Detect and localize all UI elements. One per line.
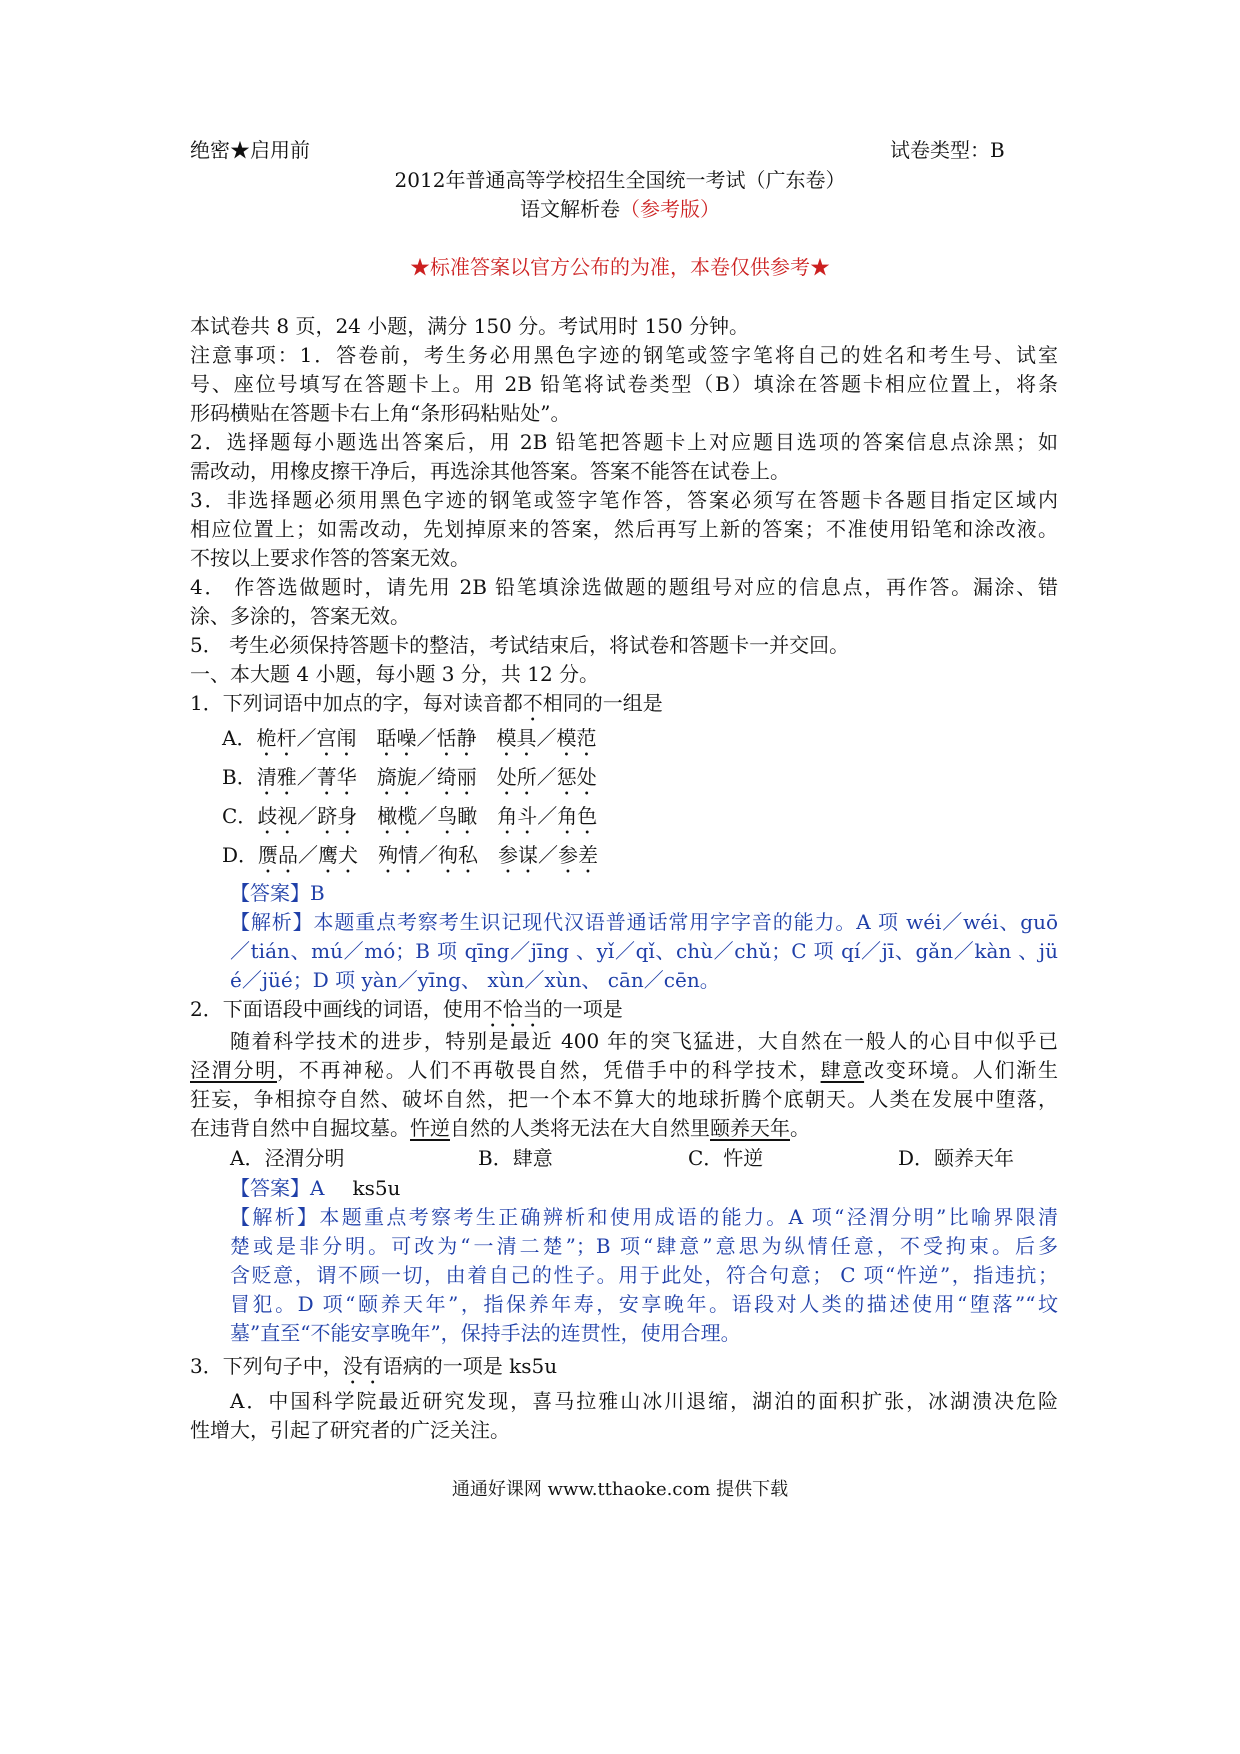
q3-option-a-line: 性增大，引起了研究者的广泛关注。 — [190, 1418, 510, 1442]
option-words: 清雅／菁华 旖旎／绮丽 处所／惩处 — [256, 765, 597, 789]
option-letter: A． — [222, 726, 257, 750]
option-letter: C． — [222, 804, 258, 828]
q1-option-b — [222, 761, 597, 800]
passage-text: ，不再神秘。人们不再敬畏自然，凭借手中的科学技术， — [276, 1058, 821, 1082]
option-words: 赝品／鹰犬 殉情／徇私 参谋／参差 — [258, 843, 599, 867]
q2-analysis-line: 含贬意，谓不顾一切，由着自己的性子。用于此处，符合句意； C 项“忤逆”，指违抗； — [230, 1263, 1058, 1287]
analysis-label: 【解析】 — [230, 1205, 320, 1229]
underlined-term: 肆意 — [820, 1058, 865, 1082]
passage-text: 在违背自然中自掘坟墓。 — [190, 1116, 410, 1140]
notes-line: 号、座位号填写在答题卡上。用 2B 铅笔将试卷类型（B）填涂在答题卡相应位置上，将条 — [190, 372, 1058, 396]
passage-text: 自然的人类将无法在大自然里 — [450, 1116, 710, 1140]
underlined-term: 泾渭分明 — [190, 1058, 277, 1082]
q1-analysis-line — [230, 906, 1058, 938]
paper-overview: 本试卷共 8 页，24 小题，满分 150 分。考试用时 150 分钟。 — [190, 314, 750, 338]
q2-option-b: B．肆意 — [478, 1146, 553, 1170]
answer-label: 【答案】 — [230, 1176, 310, 1200]
q2-option-d: D．颐养天年 — [898, 1146, 1015, 1170]
stem-text: 语病的一项是 ks5u — [382, 1354, 558, 1378]
question-1-stem — [190, 687, 663, 726]
notes-line: 形码横贴在答题卡右上角“条形码粘贴处”。 — [190, 401, 571, 425]
option-words: 歧视／跻身 橄榄／鸟瞰 角斗／角色 — [257, 804, 598, 828]
subtitle-note: （参考版） — [620, 197, 720, 221]
notes-line: 涂、多涂的，答案无效。 — [190, 604, 410, 628]
q2-analysis-line — [230, 1201, 1058, 1233]
stem-text: 3．下列句子中， — [190, 1354, 343, 1378]
stem-text: 2．下面语段中画线的词语，使用 — [190, 997, 483, 1021]
analysis-label: 【解析】 — [230, 910, 314, 934]
answer-label: 【答案】 — [230, 881, 310, 905]
q1-answer — [230, 877, 325, 909]
q1-option-c — [222, 800, 597, 839]
answer-value: A — [310, 1176, 325, 1200]
q2-analysis-line: 墓”直至“不能安享晚年”，保持手法的连贯性，使用合理。 — [230, 1321, 741, 1345]
stem-text: 1．下列词语中加点的字，每对读音都 — [190, 691, 523, 715]
underlined-term: 忤逆 — [410, 1116, 450, 1140]
q2-passage-line: 狂妄，争相掠夺自然、破坏自然，把一个本不算大的地球折腾个底朝天。人类在发展中堕落， — [190, 1087, 1058, 1111]
notes-line: 注意事项：1．答卷前，考生务必用黑色字迹的钢笔或签字笔将自己的姓名和考生号、试室 — [190, 343, 1058, 367]
exam-title: 2012年普通高等学校招生全国统一考试（广东卷） — [394, 168, 846, 192]
analysis-text: 本题重点考察考生识记现代汉语普通话常用字字音的能力。A 项 wéi／wéi、guō — [313, 910, 1059, 934]
q3-option-a-line: A．中国科学院最近研究发现，喜马拉雅山冰川退缩，湖泊的面积扩张，冰湖溃决危险 — [230, 1389, 1058, 1413]
notes-line: 5． 考生必须保持答题卡的整洁，考试结束后，将试卷和答题卡一并交回。 — [190, 633, 850, 657]
notes-line: 3．非选择题必须用黑色字迹的钢笔或签字笔作答，答案必须写在答题卡各题目指定区域内 — [190, 488, 1058, 512]
page-footer: 通通好课网 www.tthaoke.com 提供下载 — [451, 1479, 789, 1500]
q2-option-c: C．忤逆 — [688, 1146, 764, 1170]
q2-analysis-line: 楚或是非分明。可改为“一清二楚”；B 项“肆意”意思为纵情任意，不受拘束。后多 — [230, 1234, 1058, 1258]
notes-line: 2．选择题每小题选出答案后，用 2B 铅笔把答题卡上对应题目选项的答案信息点涂黑；如 — [190, 430, 1058, 454]
q2-option-a: A．泾渭分明 — [230, 1146, 345, 1170]
option-words: 桅杆／宫闱 聒噪／恬静 模具／模范 — [256, 726, 597, 750]
q1-analysis-line: é／jüé；D 项 yàn／yīng、 xùn／xùn、 cān／cēn。 — [230, 968, 720, 992]
q2-answer — [230, 1172, 400, 1204]
stem-emphasis: 不恰当 — [482, 997, 543, 1021]
q2-passage-line: 随着科学技术的进步，特别是最近 400 年的突飞猛进，大自然在一般人的心目中似乎已 — [230, 1029, 1058, 1053]
notes-line: 相应位置上；如需改动，先划掉原来的答案，然后再写上新的答案；不准使用铅笔和涂改液。 — [190, 517, 1058, 541]
confidential-label: 绝密★启用前 — [190, 138, 310, 162]
paper-type-label: 试卷类型：B — [890, 138, 1005, 162]
notes-line: 4． 作答选做题时，请先用 2B 铅笔填涂选做题的题组号对应的信息点，再作答。漏涂、错 — [190, 575, 1058, 599]
notes-line: 不按以上要求作答的答案无效。 — [190, 546, 470, 570]
stem-emphasis: 没有 — [342, 1354, 383, 1378]
answer-watermark: ks5u — [352, 1176, 401, 1200]
q2-passage-line — [190, 1054, 1058, 1086]
q1-option-d — [222, 839, 598, 878]
stem-text: 相同的一组是 — [542, 691, 663, 715]
passage-text: 。 — [790, 1116, 810, 1140]
reference-banner: ★标准答案以官方公布的为准，本卷仅供参考★ — [410, 255, 830, 279]
option-letter: D． — [222, 843, 259, 867]
section-heading: 一、本大题 4 小题，每小题 3 分，共 12 分。 — [190, 662, 600, 686]
stem-emphasis: 不 — [522, 691, 543, 715]
analysis-text: 本题重点考察考生正确辨析和使用成语的能力。A 项“泾渭分明”比喻界限清 — [319, 1205, 1059, 1229]
underlined-term: 颐养天年 — [710, 1116, 790, 1140]
q2-analysis-line: 冒犯。D 项“颐养天年”，指保养年寿，安享晚年。语段对人类的描述使用“堕落”“坟 — [230, 1292, 1058, 1316]
option-letter: B． — [222, 765, 257, 789]
passage-text: 改变环境。人们渐生 — [864, 1058, 1059, 1082]
stem-text: 的一项是 — [542, 997, 623, 1021]
exam-subtitle — [0, 193, 1240, 225]
notes-line: 需改动，用橡皮擦干净后，再选涂其他答案。答案不能答在试卷上。 — [190, 459, 790, 483]
subtitle-main: 语文解析卷 — [520, 197, 620, 221]
q1-option-a — [222, 722, 596, 761]
question-3-stem — [190, 1350, 557, 1389]
q1-analysis-line: ／tián、mú／mó；B 项 qīng／jīng 、yǐ／qǐ、chù／chǔ；C 项 qí／jī、gǎn／kàn 、jü — [230, 939, 1058, 963]
answer-value: B — [310, 881, 325, 905]
q2-passage-line — [190, 1112, 810, 1144]
